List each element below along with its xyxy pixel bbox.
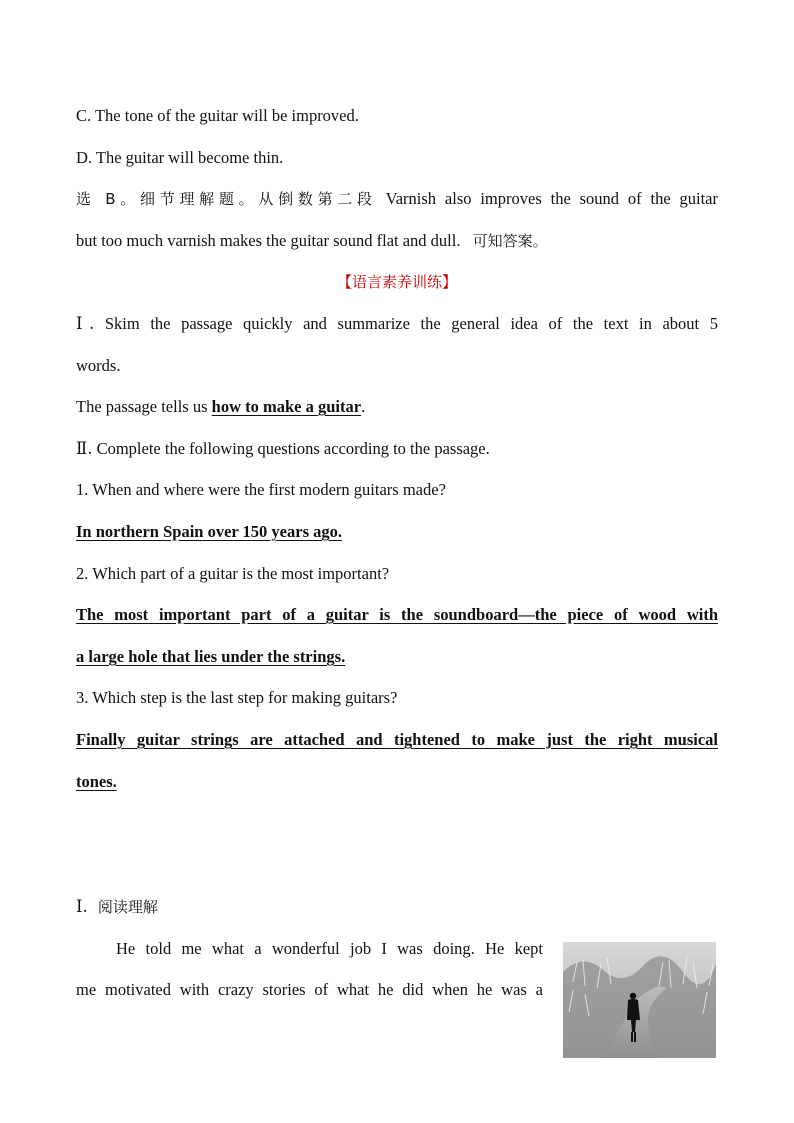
question-2-number: Ⅱ. bbox=[76, 439, 93, 458]
qa-1-question: 1. When and where were the first modern guitars made? bbox=[76, 480, 446, 499]
qa-2-answer-line-1: The most important part of a guitar is the soundboard—the piece of wood with bbox=[76, 605, 718, 624]
question-2-heading bbox=[76, 437, 718, 461]
question-1-number: Ⅰ. bbox=[76, 314, 95, 333]
passage-photo bbox=[563, 942, 716, 1058]
question-1-answer: how to make a guitar bbox=[211, 397, 362, 416]
question-1-line-1 bbox=[76, 312, 718, 336]
explanation-en-2: but too much varnish makes the guitar sound flat and dull. bbox=[76, 231, 461, 250]
question-1-suffix: . bbox=[361, 397, 366, 416]
man-walking-path-image bbox=[563, 942, 716, 1058]
question-1-text: Skim the passage quickly and summarize the general idea of the text in about 5 bbox=[104, 314, 718, 333]
qa-3-answer-line-2: tones. bbox=[76, 772, 117, 791]
qa-2-answer-line-2: a large hole that lies under the strings. bbox=[76, 647, 346, 666]
option-d: D. The guitar will become thin. bbox=[76, 148, 284, 167]
question-1-answer-line bbox=[76, 395, 718, 419]
explanation-cjk-2: 可知答案。 bbox=[472, 232, 548, 250]
passage-line-1: He told me what a wonderful job I was doing. He kept bbox=[116, 939, 543, 958]
question-2-text: Complete the following questions according to the passage. bbox=[96, 439, 490, 458]
reading-heading bbox=[76, 895, 718, 919]
option-c: C. The tone of the guitar will be improved. bbox=[76, 106, 359, 125]
qa-1-answer: In northern Spain over 150 years ago. bbox=[76, 522, 342, 541]
explanation-line-2 bbox=[76, 229, 718, 253]
qa-2-question: 2. Which part of a guitar is the most important? bbox=[76, 564, 390, 583]
question-1-prefix: The passage tells us bbox=[76, 397, 208, 416]
explanation-cjk: 选 B。细节理解题。从倒数第二段 bbox=[76, 190, 377, 208]
qa-3-question: 3. Which step is the last step for making guitars? bbox=[76, 688, 398, 707]
explanation-line-1 bbox=[76, 187, 718, 211]
passage-line-2: me motivated with crazy stories of what he did when he was a bbox=[76, 980, 543, 999]
qa-3-answer-line-1: Finally guitar strings are attached and tightened to make just the right musical bbox=[76, 730, 718, 749]
explanation-en-1: Varnish also improves the sound of the guitar bbox=[385, 189, 719, 208]
question-1-line-2: words. bbox=[76, 356, 121, 375]
reading-title: 阅读理解 bbox=[97, 898, 158, 916]
section-title: 【语言素养训练】 bbox=[336, 273, 457, 291]
reading-number: Ⅰ. bbox=[76, 897, 88, 916]
